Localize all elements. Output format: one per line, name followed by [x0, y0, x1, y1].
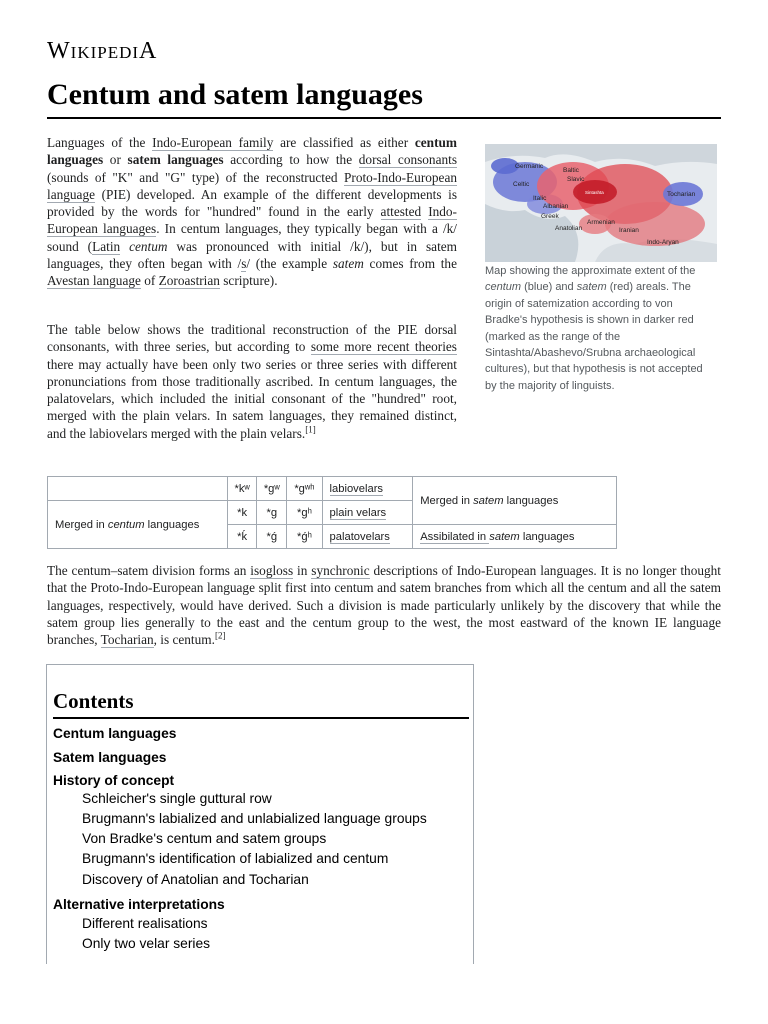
table-row: Merged in centum languages *k *g *gʰ plain velars	[48, 501, 617, 525]
link-recent-theories[interactable]: some more recent theories	[310, 339, 457, 355]
map-image	[485, 144, 717, 262]
label-tocharian: Tocharian	[667, 191, 696, 198]
label-baltic: Baltic	[563, 167, 579, 174]
link-tocharian[interactable]: Tocharian	[100, 632, 154, 648]
ref-1[interactable]: [1]	[305, 424, 316, 435]
toc-item-schleicher[interactable]: Schleicher's single guttural row	[82, 791, 272, 806]
link-labiovelars[interactable]: labiovelars	[329, 482, 384, 495]
merged-centum-cell: Merged in centum languages	[48, 501, 228, 549]
ref-2[interactable]: [2]	[214, 630, 226, 641]
centum-satem-map[interactable]	[485, 144, 717, 262]
label-celtic: Celtic	[513, 181, 530, 188]
wordmark-mid: IKIPEDI	[70, 43, 140, 62]
label-armenian: Armenian	[587, 219, 615, 226]
toc-item-alternative-interpretations[interactable]: Alternative interpretations	[53, 897, 225, 912]
link-synchronic[interactable]: synchronic	[311, 563, 370, 578]
intro-paragraph: Languages of the Indo-European family are classified as either centum languages or satem languages according to how the dorsal consonants (sounds of "K" and "G" type) of the reconstructed Proto-Indo-European language (PIE) developed. An example of the different developments is provided by the words for "hundred" found in the early attested Indo-European languages. In centum languages, they typically began with a /k/ sound (Latin centum was pronounced with initial /k/), but in satem languages, they often began with /s/ (the example satem comes from the Avestan language of Zoroastrian scripture).	[47, 135, 458, 289]
wordmark-w: W	[47, 38, 71, 64]
label-albanian: Albanian	[543, 203, 569, 210]
table-intro-paragraph: The table below shows the traditional reconstruction of the PIE dorsal consonants, with three series, but according to some more recent theories there may actually have been only two series or three series with different pronunciations from those traditionally ascribed. In centum languages, the palatovelars, which included the initial consonant of the "hundred" root, merged with the plain velars. In satem languages, they remained distinct, and the labiovelars merged with the plain velars.[1]	[47, 322, 457, 441]
table-row: *ḱ *ǵ *ǵʰ palatovelars Assibilated in satem languages	[48, 525, 617, 549]
link-palatovelars[interactable]: palatovelars	[329, 530, 390, 543]
link-indo-european-family[interactable]: Indo-European family	[152, 135, 274, 150]
label-iranian: Iranian	[619, 227, 639, 234]
division-paragraph: The centum–satem division forms an isogloss in synchronic descriptions of Indo-European languages. It is no longer thought that the Proto-Indo-European language split first into centum and satem branches from which all the centum and all the satem languages, respectively, would have derived. Such a division is made particularly unlikely by the discovery that while the satem group lies generally to the east and the centum group to the west, the most eastward of the known IE language branches, Tocharian, is centum.[2]	[47, 563, 721, 648]
label-indo-aryan: Indo-Aryan	[647, 239, 679, 246]
table-of-contents	[46, 664, 474, 964]
dorsal-consonants-table	[47, 476, 617, 549]
label-slavic: Slavic	[567, 176, 585, 183]
table-row: *kʷ *gʷ *gʷʰ labiovelars Merged in satem languages	[48, 477, 617, 501]
link-pie[interactable]: Proto-Indo-European language	[47, 169, 457, 202]
toc-item-history-of-concept[interactable]: History of concept	[53, 773, 175, 788]
label-germanic: Germanic	[515, 163, 544, 170]
link-s[interactable]: s	[241, 256, 247, 272]
label-anatolian: Anatolian	[555, 225, 583, 232]
link-isogloss[interactable]: isogloss	[250, 563, 294, 578]
link-zoroastrian[interactable]: Zoroastrian	[158, 273, 220, 289]
toc-item-brugmann-labialized[interactable]: Brugmann's labialized and unlabialized language groups	[82, 811, 427, 826]
page-title: Centum and satem languages	[47, 76, 721, 119]
toc-item-different-realisations[interactable]: Different realisations	[82, 916, 208, 931]
toc-item-two-velar-series[interactable]: Only two velar series	[82, 936, 211, 951]
link-plain-velars[interactable]: plain velars	[329, 506, 387, 519]
label-italic: Italic	[533, 195, 547, 202]
link-indo-european-languages[interactable]: Indo-European languages	[47, 204, 457, 237]
toc-heading: Contents	[53, 688, 469, 719]
link-attested[interactable]: attested	[380, 204, 422, 220]
link-avestan[interactable]: Avestan language	[47, 273, 141, 289]
assibilated-cell: Assibilated in satem languages	[413, 525, 617, 549]
wordmark-a: A	[139, 38, 158, 64]
map-figure	[485, 144, 717, 394]
merged-satem-cell: Merged in satem languages	[413, 477, 617, 525]
label-sintashta: Sintashta	[585, 190, 604, 195]
toc-item-brugmann-identification[interactable]: Brugmann's identification of labialized and centum	[82, 851, 389, 866]
link-dorsal-consonants[interactable]: dorsal consonants	[358, 152, 458, 168]
label-greek: Greek	[541, 213, 559, 220]
link-assibilated[interactable]: Assibilated in	[420, 530, 490, 543]
toc-item-anatolian-tocharian[interactable]: Discovery of Anatolian and Tocharian	[82, 872, 309, 887]
link-latin[interactable]: Latin	[92, 238, 121, 254]
map-caption: Map showing the approximate extent of the centum (blue) and satem (red) areals. The origin of satemization according to von Bradke's hypothesis is shown in darker red (marked as the range of the Sintashta/Abashevo/Srubna archaeological cultures), but that hypothesis is not accepted by the majority of linguists.	[485, 265, 703, 392]
wikipedia-wordmark[interactable]	[47, 38, 157, 65]
toc-item-centum-languages[interactable]: Centum languages	[53, 726, 177, 741]
toc-item-von-bradke[interactable]: Von Bradke's centum and satem groups	[82, 831, 327, 846]
toc-item-satem-languages[interactable]: Satem languages	[53, 750, 167, 765]
